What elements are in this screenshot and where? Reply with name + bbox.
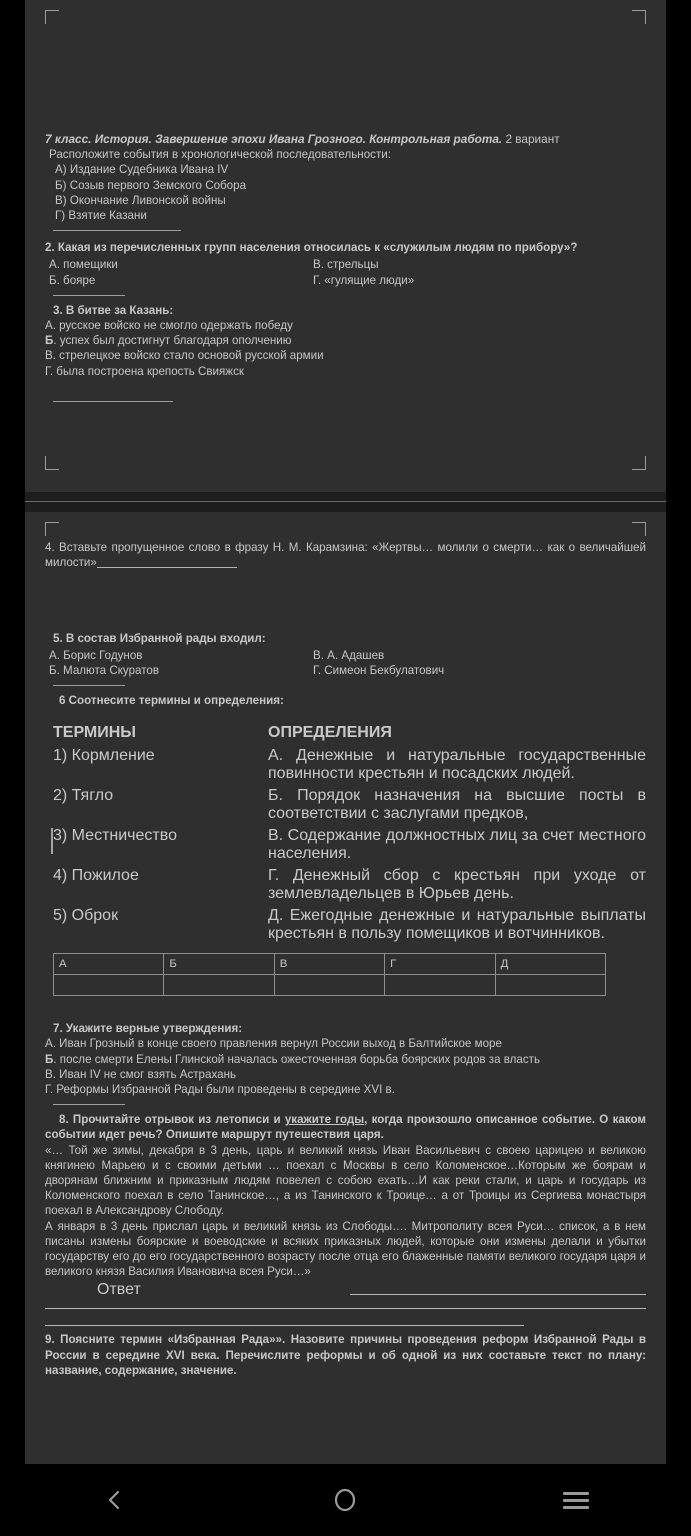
separator-rule <box>53 401 173 402</box>
question-2-prompt: 2. Какая из перечисленных групп населения относилась к «служилым людям по прибору»? <box>45 241 578 255</box>
question-1-prompt: Расположите события в хронологической последовательности: <box>49 148 391 162</box>
document-page-1[interactable] <box>25 0 666 492</box>
term-item-5[interactable]: 5) Оброк <box>53 907 119 925</box>
question-2-option-b[interactable]: Б. бояре <box>49 273 96 287</box>
question-8-answer-label: Ответ <box>97 1281 141 1299</box>
answer-header-a: А <box>54 954 164 975</box>
margin-crop-mark <box>45 522 59 536</box>
question-8-prompt-emphasis: укажите годы <box>284 1113 365 1127</box>
question-3-prompt: 3. В битве за Казань: <box>53 303 174 317</box>
android-navigation-bar[interactable] <box>0 1464 691 1536</box>
question-3-option-c[interactable]: В. стрелецкое войско стало основой русской армии <box>45 349 324 363</box>
term-item-4[interactable]: 4) Пожилое <box>53 867 139 885</box>
question-7-option-b-text: . после смерти Елены Глинской началась ожесточенная борьба боярских родов за власть <box>53 1052 541 1066</box>
separator-rule <box>53 230 181 231</box>
question-2-option-c[interactable]: В. стрельцы <box>313 258 379 272</box>
definitions-column-header: ОПРЕДЕЛЕНИЯ <box>268 724 392 742</box>
definition-item-e[interactable]: Д. Ежегодные денежные и натуральные выплаты крестьян в пользу помещиков и вотчинников. <box>268 907 646 943</box>
back-chevron-icon <box>103 1488 127 1512</box>
matching-answer-table[interactable] <box>53 953 606 996</box>
question-1-option-b[interactable]: Б) Созыв первого Земского Собора <box>55 178 247 192</box>
margin-crop-mark <box>632 456 646 470</box>
question-7-prompt: 7. Укажите верные утверждения: <box>53 1022 243 1036</box>
question-2-option-a[interactable]: А. помещики <box>49 258 118 272</box>
table-header-row <box>54 954 606 975</box>
question-7-option-c[interactable]: В. Иван IV не смог взять Астрахань <box>45 1067 237 1081</box>
question-3-option-b[interactable]: Б. успех был достигнут благодаря ополчению <box>45 334 292 348</box>
question-5-option-a[interactable]: А. Борис Годунов <box>49 648 143 662</box>
worksheet-title-italic: 7 класс. История. Завершение эпохи Ивана Грозного. Контрольная работа. <box>45 132 503 146</box>
nav-recents-button[interactable] <box>541 1476 611 1524</box>
answer-cell-b[interactable] <box>164 975 274 996</box>
definition-item-c[interactable]: В. Содержание должностных лиц за счет местного населения. <box>268 827 646 863</box>
question-1-option-d[interactable]: Г) Взятие Казани <box>55 209 147 223</box>
answer-header-b: Б <box>164 954 274 975</box>
question-2-option-d[interactable]: Г. «гулящие люди» <box>313 273 415 287</box>
question-3-option-b-text: . успех был достигнут благодаря ополчению <box>53 334 292 348</box>
term-item-1[interactable]: 1) Кормление <box>53 747 155 765</box>
margin-crop-mark <box>632 522 646 536</box>
page-break-gap <box>25 492 666 512</box>
question-1-option-a[interactable]: А) Издание Судебника Ивана IV <box>55 163 229 177</box>
nav-home-button[interactable] <box>310 1476 380 1524</box>
question-8-answer-line-2[interactable] <box>45 1308 646 1309</box>
answer-header-c: В <box>274 954 384 975</box>
question-8-prompt-part2: , когда произошло описанное событие. О каком событии идет речь? Опишите маршрут путешествия царя. <box>45 1113 646 1142</box>
question-8-answer-line-1[interactable] <box>350 1294 646 1295</box>
separator-rule <box>53 295 125 296</box>
margin-crop-mark <box>632 10 646 24</box>
answer-header-e: Д <box>495 954 605 975</box>
worksheet-title-variant: 2 вариант <box>502 132 560 146</box>
margin-crop-mark <box>45 456 59 470</box>
question-3-option-a[interactable]: А. русское войско не смогло одержать победу <box>45 319 293 333</box>
question-8-excerpt-paragraph-2: А января в 3 день прислал царь и великий князь из Слободы…. Митрополиту всея Руси… список, а в нем писаны измены боярские и воеводские и всяких приказных людей, которые они измены делали и убытки государству его до его государственного возрасту после отца его блаженные памяти великого государя царя и великого князя Василия Ивановича всея Руси…» <box>45 1219 646 1279</box>
term-item-2[interactable]: 2) Тягло <box>53 787 114 805</box>
question-3-option-d[interactable]: Г. была построена крепость Свияжск <box>45 364 244 378</box>
answer-cell-c[interactable] <box>274 975 384 996</box>
table-row[interactable] <box>54 975 606 996</box>
question-8-excerpt-paragraph-1: «… Той же зимы, декабря в 3 день, царь и великий князь Иван Васильевич с своею царицею и великою княгинею Марьею и с своими детьми … поехал с Москвы в село Коломенское…Которым же боярам и дворянам ближним и приказным людям повелел с собою ехать…И как реки стали, и царь и государь из Коломенского поехал в село Танинское…, а из Танинского к Троице… а от Троицы из Сергиева монастыря поехал в Александрову Слободу. <box>45 1143 646 1218</box>
question-8-prompt-part1: 8. Прочитайте отрывок из летописи и <box>59 1113 285 1127</box>
answer-cell-e[interactable] <box>495 975 605 996</box>
worksheet-title <box>45 132 646 147</box>
question-5-option-b[interactable]: Б. Малюта Скуратов <box>49 663 160 677</box>
question-5-option-d[interactable]: Г. Симеон Бекбулатович <box>313 663 445 677</box>
question-8-answer-line-3[interactable] <box>45 1325 524 1326</box>
question-7-option-d[interactable]: Г. Реформы Избранной Рады были проведены в середине XVI в. <box>45 1083 395 1097</box>
answer-cell-d[interactable] <box>385 975 495 996</box>
text-cursor <box>51 828 53 854</box>
document-page-2[interactable] <box>25 512 666 1464</box>
question-4-answer-blank[interactable] <box>97 556 237 568</box>
question-1-option-c[interactable]: В) Окончание Ливонской войны <box>55 193 226 207</box>
answer-cell-a[interactable] <box>54 975 164 996</box>
term-item-3[interactable]: 3) Местничество <box>53 827 177 845</box>
separator-rule <box>53 685 125 686</box>
question-7-option-b[interactable]: Б. после смерти Елены Глинской началась ожесточенная борьба боярских родов за власть <box>45 1052 541 1066</box>
terms-column-header: ТЕРМИНЫ <box>53 724 136 742</box>
question-7-option-a[interactable]: А. Иван Грозный в конце своего правления вернул России выход в Балтийское море <box>45 1037 502 1051</box>
margin-crop-mark <box>45 10 59 24</box>
definition-item-a[interactable]: А. Денежные и натуральные государственные повинности крестьян и посадских людей. <box>268 747 646 783</box>
home-circle-icon <box>332 1487 358 1513</box>
nav-back-button[interactable] <box>80 1476 150 1524</box>
question-4-text: 4. Вставьте пропущенное слово в фразу Н. М. Карамзина: «Жертвы… молили о смерти… как о величайшей милости» <box>45 541 646 570</box>
recents-hamburger-icon <box>563 1488 589 1513</box>
separator-rule <box>53 1104 125 1105</box>
question-6-prompt: 6 Соотнесите термины и определения: <box>59 694 284 708</box>
question-5-prompt: 5. В состав Избранной рады входил: <box>53 632 266 646</box>
answer-header-d: Г <box>385 954 495 975</box>
question-8-prompt <box>45 1112 646 1142</box>
definition-item-d[interactable]: Г. Денежный сбор с крестьян при уходе от землевладельцев в Юрьев день. <box>268 867 646 903</box>
question-4-prompt <box>45 540 646 570</box>
question-9-prompt: 9. Поясните термин «Избранная Рада»». Назовите причины проведения реформ Избранной Рады в России в середине XVI века. Перечислите реформы и об одной из них составьте текст по плану: название, содержание, значение. <box>45 1333 646 1377</box>
definition-item-b[interactable]: Б. Порядок назначения на высшие посты в соответствии с заслугами предков, <box>268 787 646 823</box>
question-5-option-c[interactable]: В. А. Адашев <box>313 648 385 662</box>
